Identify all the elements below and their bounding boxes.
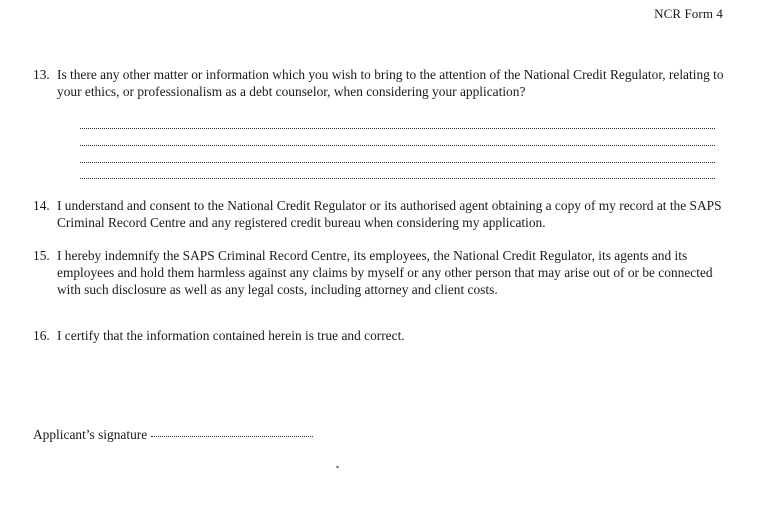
statement-16	[33, 327, 733, 344]
answer-line-1[interactable]	[80, 128, 715, 129]
item-number: 14.	[33, 198, 50, 213]
answer-line-4[interactable]	[80, 178, 715, 179]
item-text: Is there any other matter or information which you wish to bring to the attention of the National Credit Regulator, relating to your ethics, or professionalism as a debt counselor, when considering your application?	[57, 67, 724, 99]
item-number: 16.	[33, 328, 50, 343]
question-13	[33, 66, 733, 100]
answer-line-2[interactable]	[80, 145, 715, 146]
signature-line[interactable]	[151, 436, 313, 437]
item-text: I hereby indemnify the SAPS Criminal Record Centre, its employees, the National Credit Regulator, its agents and its employees and hold them harmless against any claims by myself or any other person that may arise out of or be connected with such disclosure as well as any legal costs, including attorney and client costs.	[57, 248, 713, 297]
item-number: 15.	[33, 248, 50, 263]
statement-14	[33, 197, 733, 231]
statement-15	[33, 247, 733, 298]
signature-row	[33, 426, 313, 443]
answer-line-3[interactable]	[80, 162, 715, 163]
item-text: I understand and consent to the National Credit Regulator or its authorised agent obtaining a copy of my record at the SAPS Criminal Record Centre and any registered credit bureau when considering my application.	[57, 198, 722, 230]
item-text: I certify that the information contained herein is true and correct.	[57, 328, 405, 343]
signature-label: Applicant’s signature	[33, 427, 148, 442]
scan-speck	[336, 465, 340, 468]
form-label: NCR Form 4	[654, 6, 723, 21]
item-number: 13.	[33, 67, 50, 82]
